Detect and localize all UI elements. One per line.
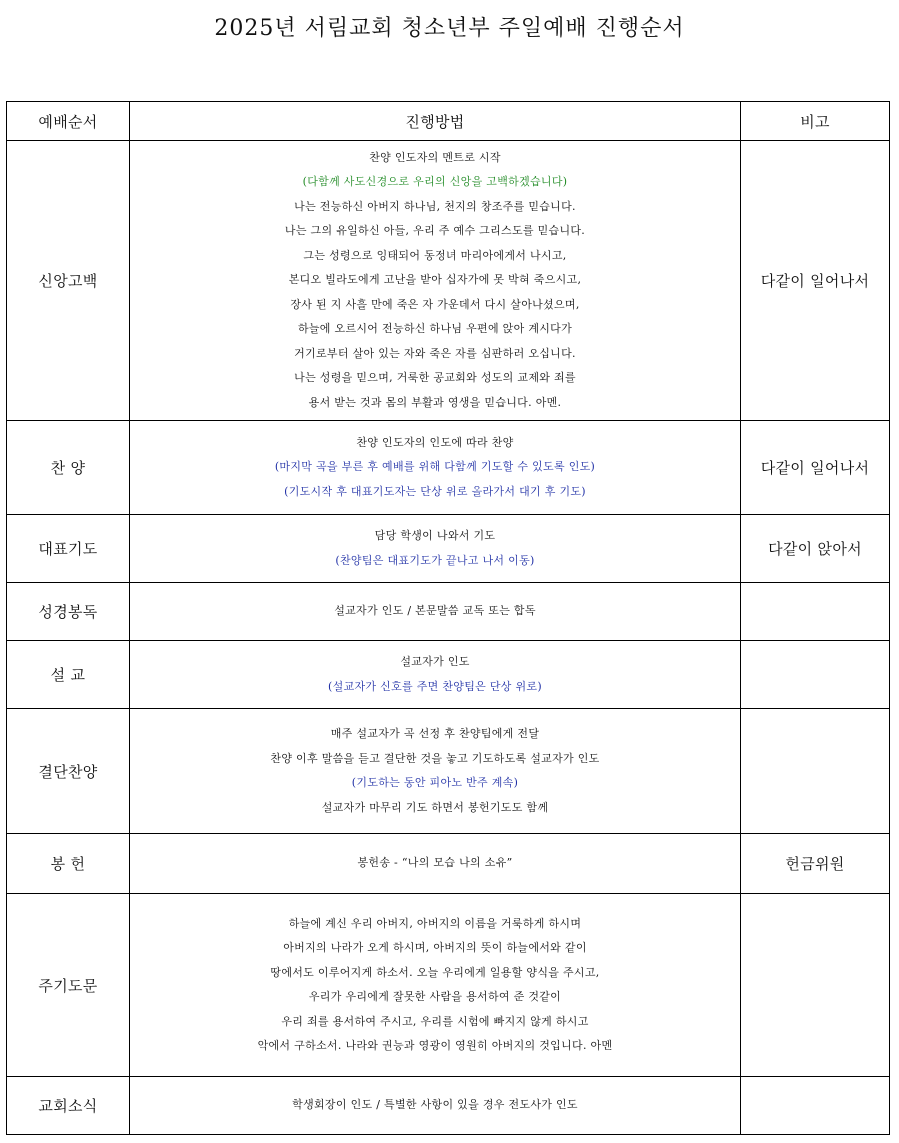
note-cell [741, 641, 890, 709]
note-cell: 다같이 일어나서 [741, 141, 890, 421]
order-name: 봉 헌 [7, 834, 130, 894]
table-row-response-song [7, 709, 890, 834]
order-name: 신앙고백 [7, 141, 130, 421]
note-cell [741, 894, 890, 1077]
table-row-confession [7, 141, 890, 421]
method-line: 하늘에 계신 우리 아버지, 아버지의 이름을 거룩하게 하시며 [288, 916, 582, 930]
method-cell [130, 834, 741, 894]
note-cell [741, 1077, 890, 1135]
table-row-scripture [7, 583, 890, 641]
method-cell [130, 709, 741, 834]
method-cell [130, 141, 741, 421]
page-title: 2025년 서림교회 청소년부 주일예배 진행순서 [214, 16, 685, 41]
note-cell [741, 709, 890, 834]
table-row-sermon [7, 641, 890, 709]
note-cell: 헌금위원 [741, 834, 890, 894]
service-order-table [6, 101, 890, 1135]
method-cell [130, 421, 741, 515]
method-line: 나는 전능하신 아버지 하나님, 천지의 창조주를 믿습니다. [294, 199, 576, 213]
method-line: 매주 설교자가 곡 선정 후 찬양팀에게 전달 [330, 727, 540, 740]
table-row-announcements [7, 1077, 890, 1135]
method-note-line: (설교자가 신호를 주면 찬양팀은 단상 위로) [328, 679, 542, 693]
order-name: 찬 양 [7, 421, 130, 515]
method-cell [130, 1077, 741, 1135]
method-line: 나는 그의 유일하신 아들, 우리 주 예수 그리스도를 믿습니다. [284, 224, 586, 238]
order-name: 성경봉독 [7, 583, 130, 641]
method-cell [130, 894, 741, 1077]
method-cell [130, 515, 741, 583]
method-line: 담당 학생이 나와서 기도 [374, 529, 496, 542]
order-name: 설 교 [7, 641, 130, 709]
method-cell [130, 583, 741, 641]
method-line: 그는 성령으로 잉태되어 동정녀 마리아에게서 나시고, [303, 248, 567, 262]
method-line: 찬양 이후 말씀을 듣고 결단한 것을 놓고 기도하도록 설교자가 인도 [270, 751, 600, 765]
order-name: 대표기도 [7, 515, 130, 583]
method-note-line: (기도시작 후 대표기도자는 단상 위로 올라가서 대기 후 기도) [284, 484, 586, 498]
method-note-line: (다함께 사도신경으로 우리의 신앙을 고백하겠습니다) [302, 175, 568, 189]
method-line: 아버지의 나라가 오게 하시며, 아버지의 뜻이 하늘에서와 같이 [283, 941, 587, 954]
note-cell: 다같이 일어나서 [741, 421, 890, 515]
method-line: 우리가 우리에게 잘못한 사람을 용서하여 준 것같이 [308, 990, 562, 1003]
method-line: 찬양 인도자의 멘트로 시작 [369, 150, 501, 164]
order-name: 주기도문 [7, 894, 130, 1077]
method-cell [130, 641, 741, 709]
note-cell: 다같이 앉아서 [741, 515, 890, 583]
method-line: 설교자가 인도 / 본문말씀 교독 또는 합독 [334, 604, 536, 618]
method-line: 용서 받는 것과 몸의 부활과 영생을 믿습니다. 아멘. [308, 395, 562, 409]
method-line: 봉헌송 - “나의 모습 나의 소유” [357, 856, 513, 870]
method-line: 우리 죄를 용서하여 주시고, 우리를 시험에 빠지지 않게 하시고 [281, 1014, 589, 1028]
order-name: 교회소식 [7, 1077, 130, 1135]
method-line: 본디오 빌라도에게 고난을 받아 십자가에 못 박혀 죽으시고, [288, 273, 582, 287]
table-row-praise [7, 421, 890, 515]
method-line: 하늘에 오르시어 전능하신 하나님 우편에 앉아 계시다가 [297, 322, 573, 336]
header-order: 예배순서 [7, 102, 130, 141]
note-cell [741, 583, 890, 641]
method-line: 학생회장이 인도 / 특별한 사항이 있을 경우 전도사가 인도 [292, 1098, 578, 1112]
table-row-offering [7, 834, 890, 894]
method-line: 설교자가 인도 [400, 655, 470, 668]
table-row-prayer [7, 515, 890, 583]
method-line: 거기로부터 살아 있는 자와 죽은 자를 심판하러 오십니다. [294, 346, 576, 360]
method-note-line: (마지막 곡을 부른 후 예배를 위해 다함께 기도할 수 있도록 인도) [274, 460, 596, 474]
method-line: 찬양 인도자의 인도에 따라 찬양 [356, 435, 514, 449]
table-row-lords-prayer [7, 894, 890, 1077]
method-line: 장사 된 지 사흘 만에 죽은 자 가운데서 다시 살아나셨으며, [290, 297, 580, 311]
method-line: 악에서 구하소서. 나라와 권능과 영광이 영원히 아버지의 것입니다. 아멘 [257, 1039, 613, 1052]
method-note-line: (찬양팀은 대표기도가 끝나고 나서 이동) [335, 553, 535, 567]
method-line: 설교자가 마무리 기도 하면서 봉헌기도도 함께 [321, 800, 549, 814]
order-name: 결단찬양 [7, 709, 130, 834]
table-header-row [7, 102, 890, 141]
method-line: 땅에서도 이루어지게 하소서. 오늘 우리에게 일용할 양식을 주시고, [270, 965, 600, 979]
method-note-line: (기도하는 동안 피아노 반주 계속) [351, 776, 519, 789]
method-line: 나는 성령을 믿으며, 거룩한 공교회와 성도의 교제와 죄를 [294, 371, 576, 385]
header-method: 진행방법 [130, 102, 741, 141]
header-note: 비고 [741, 102, 890, 141]
